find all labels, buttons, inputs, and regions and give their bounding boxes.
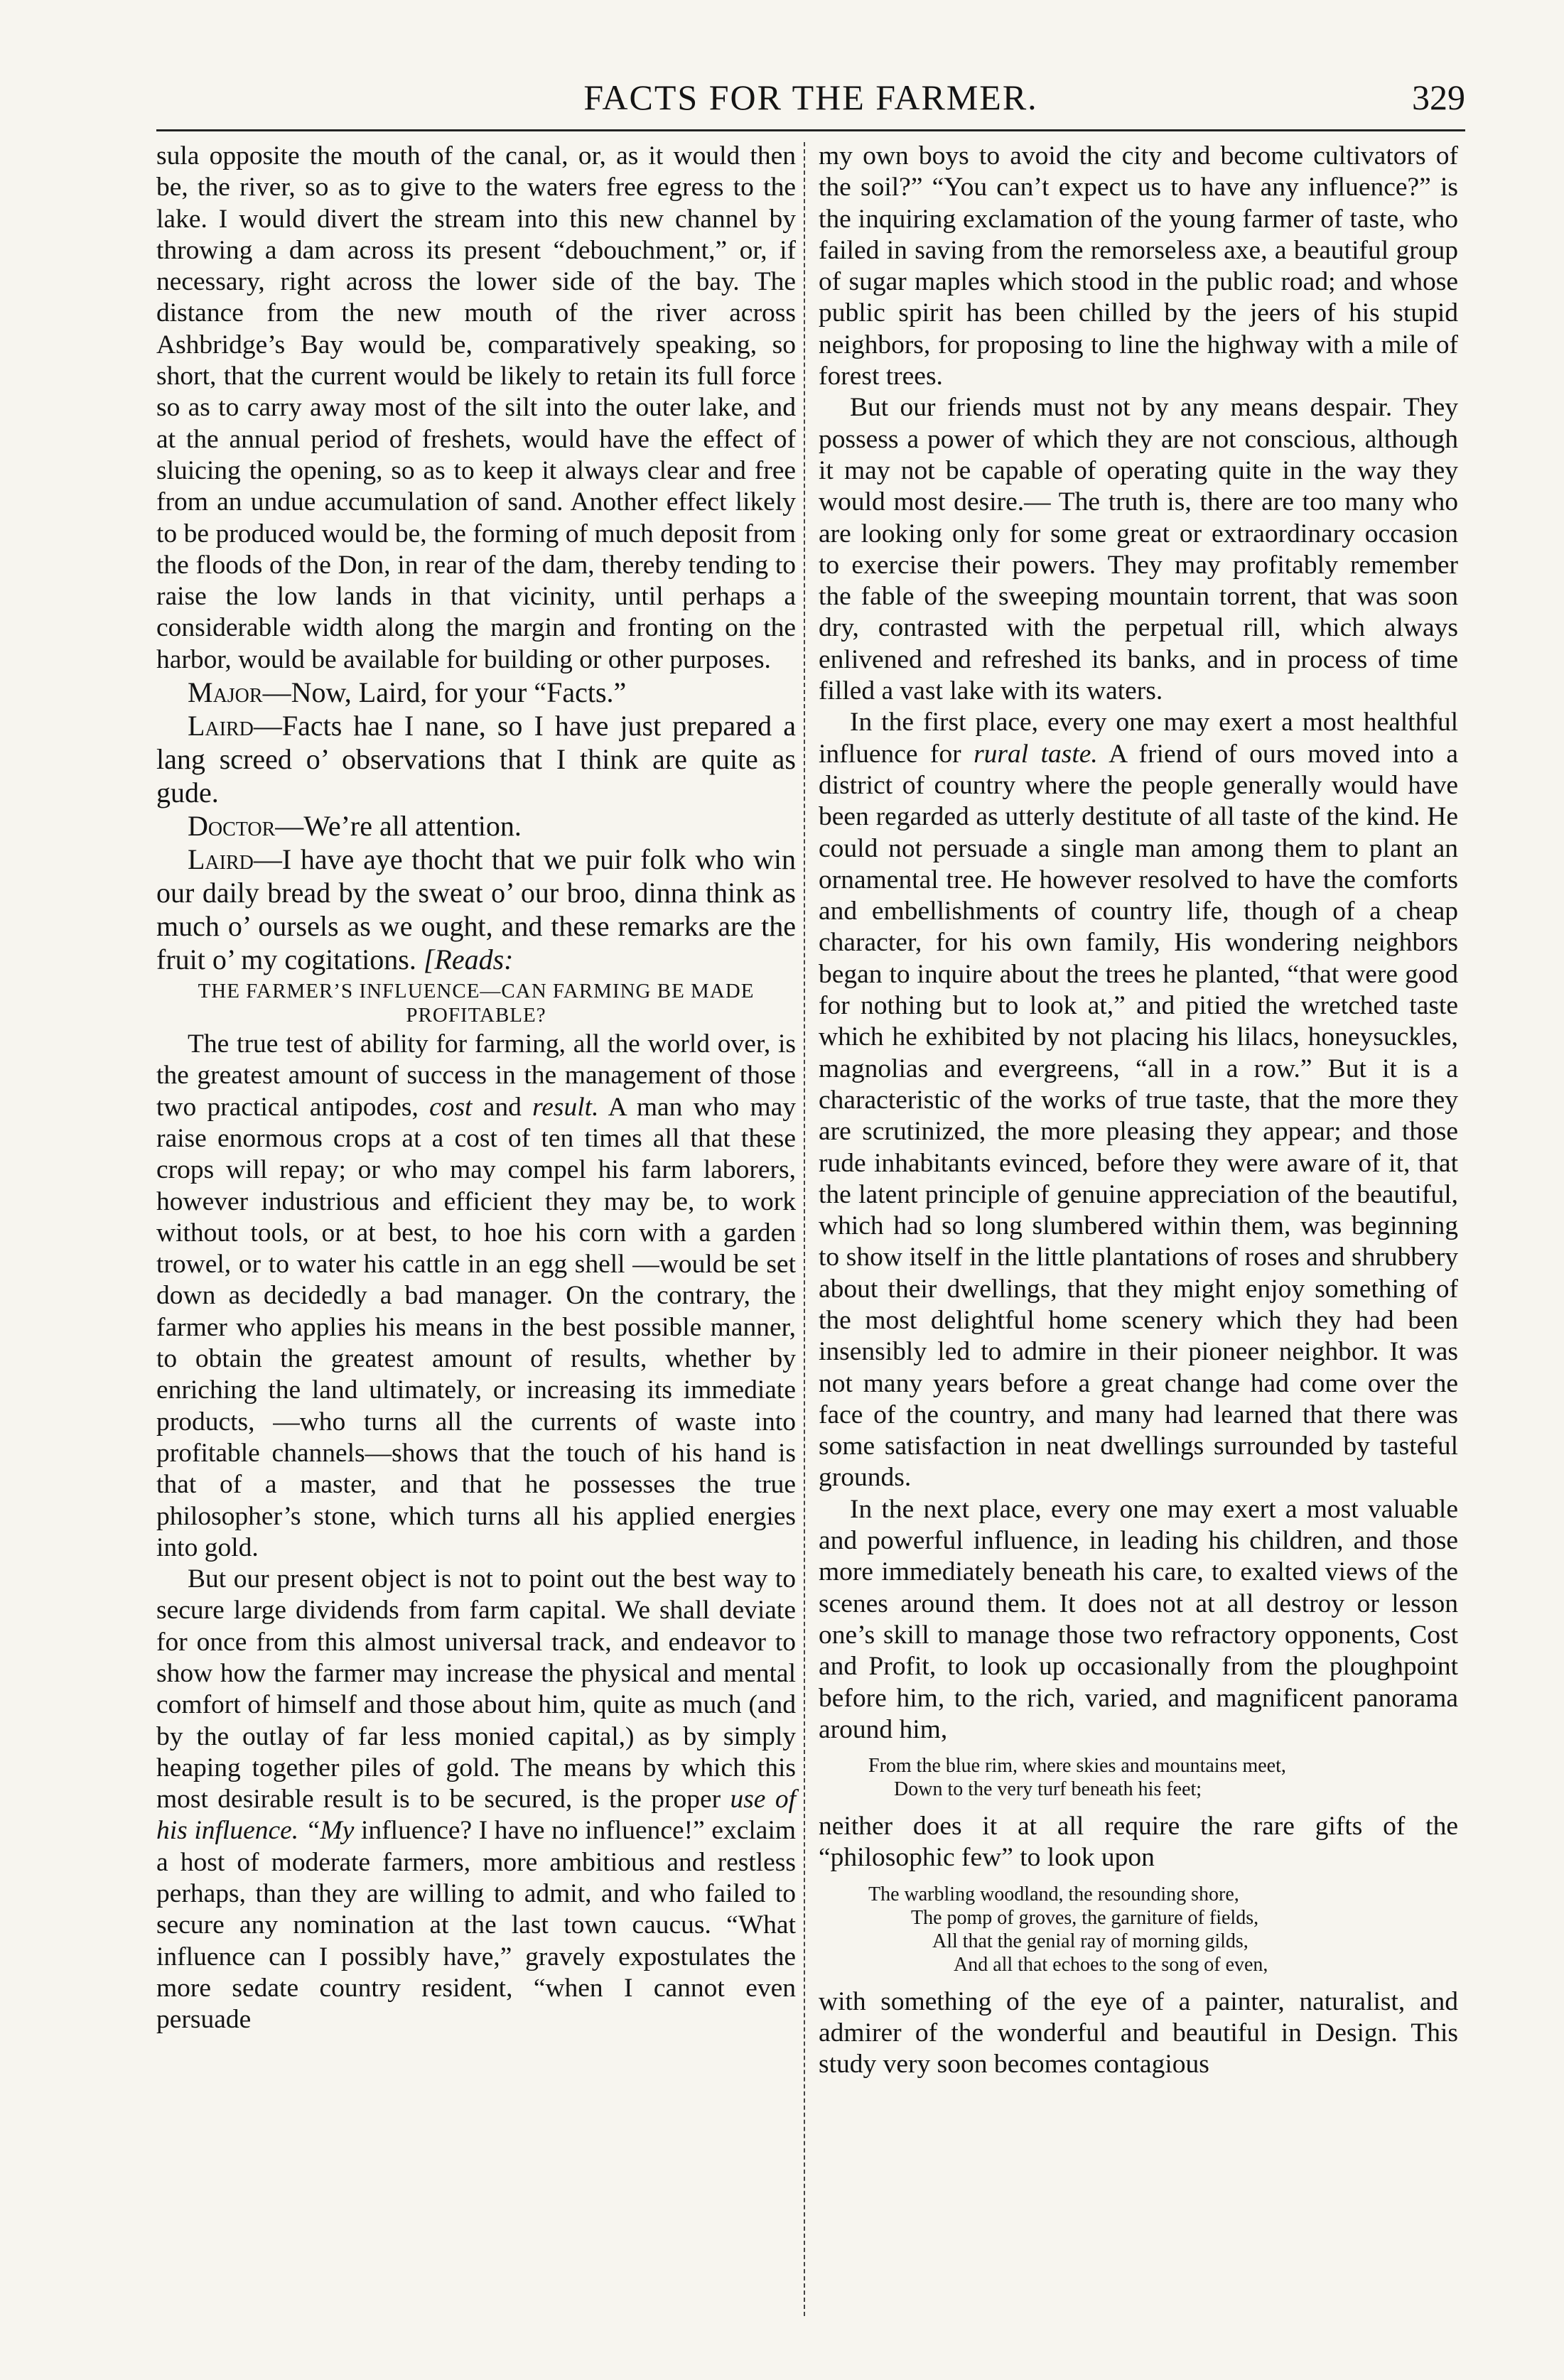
dialogue-line-major: [156, 676, 796, 709]
dialogue-text: —I have aye thocht that we puir folk who win our daily bread by the sweat o’ our broo, dinna think as much o’ oursels as we ought, and these remarks are the fruit o’ my cogitations.: [156, 843, 796, 976]
speaker-name: Laird: [188, 710, 254, 742]
verse-line: Down to the very turf beneath his feet;: [894, 1778, 1202, 1801]
dialogue-text: —Facts hae I nane, so I have just prepared a lang screed o’ observations that I think are quite as gude.: [156, 710, 796, 809]
paragraph: The true test of ability for farming, all the world over, is the greatest amount of success in the management of those two practical antipodes, cost and result. A man who may raise enormous crops at a cost of ten times all that these crops will repay; or who may compel his farm laborers, however industrious and efficient they may be, to work without tools, or at best, to hoe his corn with a garden trowel, or to water his cattle in an egg shell —would be set down as decidedly a bad manager. On the contrary, the farmer who applies his means in the best possible manner, to obtain the greatest amount of results, whether by enriching the land ultimately, or increasing its immediate products, —who turns all the currents of waste into profitable channels—shows that the touch of his hand is that of a master, and that he possesses the true philosopher’s stone, which turns all his applied energies into gold.: [156, 1029, 797, 1562]
header-rule: [156, 129, 1465, 131]
speaker-name: Laird: [188, 843, 254, 876]
paragraph: But our friends must not by any means despair. They possess a power of which they are not conscious, although it may not be capable of operating quite in the way they would most desire.— The truth is, there are too many who are looking only for some great or extraordinary occasion to exercise their powers. They may profitably remember the fable of the sweeping mountain torrent, that was soon dry, contrasted with the perpetual rill, which always enlivened and refreshed its banks, and in process of time filled a vast lake with its waters.: [819, 393, 1458, 706]
dialogue-text: —Now, Laird, for your “Facts.”: [262, 676, 627, 709]
dialogue: [156, 676, 796, 976]
running-head: FACTS FOR THE FARMER.: [583, 77, 1038, 117]
speaker-name: Doctor: [188, 810, 276, 843]
page-number: 329: [1412, 77, 1465, 117]
verse-line: And all that echoes to the song of even,: [954, 1953, 1268, 1976]
stage-direction: [Reads:: [423, 943, 514, 976]
dialogue-line-doctor: [156, 809, 796, 843]
dialogue-line-laird: [156, 709, 796, 809]
paragraph: neither does it at all require the rare gifts of the “philosophic few” to look upon: [819, 1812, 1458, 1873]
dialogue-text: —We’re all attention.: [275, 810, 522, 843]
verse-quote: [868, 1883, 1458, 1976]
verse-line: From the blue rim, where skies and mountains meet,: [868, 1755, 1286, 1778]
right-column: [819, 141, 1458, 2081]
page-header: [156, 77, 1465, 126]
paragraph: In the first place, every one may exert a most healthful influence for rural taste. A friend of ours moved into a district of country where the people generally would have been regarded as utterly destitute of all taste of the kind. He could not persuade a single man among them to plant an ornamental tree. He however resolved to have the comforts and embellishments of country life, though of a cheap character, for his own family, His wondering neighbors began to inquire about the trees he planted, “that were good for nothing but to look at,” and pitied the wretched taste which he exhibited by not placing his lilacs, honeysuckles, magnolias and evergreens, “all in a row.” But it is a characteristic of the works of true taste, that the more they are scrutinized, the more pleasing they appear; and those rude inhabitants evinced, before they were aware of it, that the latent principle of genuine appreciation of the beautiful, which had so long slumbered within them, was beginning to show itself in the little plantations of roses and shrubbery about their dwellings, that they might enjoy something of the most delightful home scenery which they had been insensibly led to admire in their pioneer neighbor. It was not many years before a great change had come over the face of the country, and many had learned that there was some satisfaction in neat dwellings surrounded by tasteful grounds.: [819, 708, 1459, 1493]
dialogue-line-laird: [156, 843, 796, 976]
paragraph: with something of the eye of a painter, naturalist, and admirer of the wonderful and beautiful in Design. This study very soon becomes contagious: [819, 1986, 1458, 2079]
speaker-name: Major: [188, 676, 263, 709]
column-divider: [804, 142, 805, 2316]
paragraph: In the next place, every one may exert a most valuable and powerful influence, in leading his children, and those more immediately beneath his care, to exalted views of the scenes around them. It does not at all destroy or lesson one’s skill to manage those two refractory opponents, Cost and Profit, to look up occasionally from the ploughpoint before him, to the rich, varied, and magnificent panorama around him,: [819, 1494, 1458, 1744]
paragraph: sula opposite the mouth of the canal, or, as it would then be, the river, so as to give to the waters free egress to the lake. I would divert the stream into this new channel by throwing a dam across its present “debouchment,” or, if necessary, right across the lower side of the bay. The distance from the new mouth of the river across Ashbridge’s Bay would be, comparatively speaking, so short, that the current would be likely to retain its full force so as to carry away most of the silt into the outer lake, and at the annual period of freshets, would have the effect of sluicing the opening, so as to keep it always clear and free from an undue accumulation of sand. Another effect likely to be produced would be, the forming of much deposit from the floods of the Don, in rear of the dam, thereby tending to raise the low lands in that vicinity, until perhaps a considerable width along the margin and fronting on the harbor, would be available for building or other purposes.: [156, 141, 796, 674]
verse-line: The warbling woodland, the resounding shore,: [868, 1883, 1239, 1905]
section-heading: THE FARMER’S INFLUENCE—CAN FARMING BE MADE PROFITABLE?: [198, 980, 755, 1027]
verse-line: The pomp of groves, the garniture of fields,: [911, 1906, 1259, 1929]
paragraph: But our present object is not to point out the best way to secure large dividends from farm capital. We shall deviate for once from this almost universal track, and endeavor to show how the farmer may increase the physical and mental comfort of himself and those about him, quite as much (and by the outlay of far less monied capital,) as by simply heaping together piles of gold. The means by which this most desirable result is to be secured, is the proper use of his influence. “My influence? I have no influence!” exclaim a host of moderate farmers, more ambitious and restless perhaps, than they are willing to admit, and who failed to secure any nomination at the last town caucus. “What influence can I possibly have,” gravely expostulates the more sedate country resident, “when I cannot even persuade: [156, 1564, 797, 2035]
paragraph: my own boys to avoid the city and become cultivators of the soil?” “You can’t expect us to have any influence?” is the inquiring exclamation of the young farmer of taste, who failed in saving from the remorseless axe, a beautiful group of sugar maples which stood in the public road; and whose public spirit has been chilled by the jeers of his stupid neighbors, for proposing to line the highway with a mile of forest trees.: [819, 141, 1458, 391]
verse-quote: [868, 1754, 1458, 1801]
verse-line: All that the genial ray of morning gilds,: [932, 1930, 1248, 1952]
left-column: [156, 141, 796, 2036]
